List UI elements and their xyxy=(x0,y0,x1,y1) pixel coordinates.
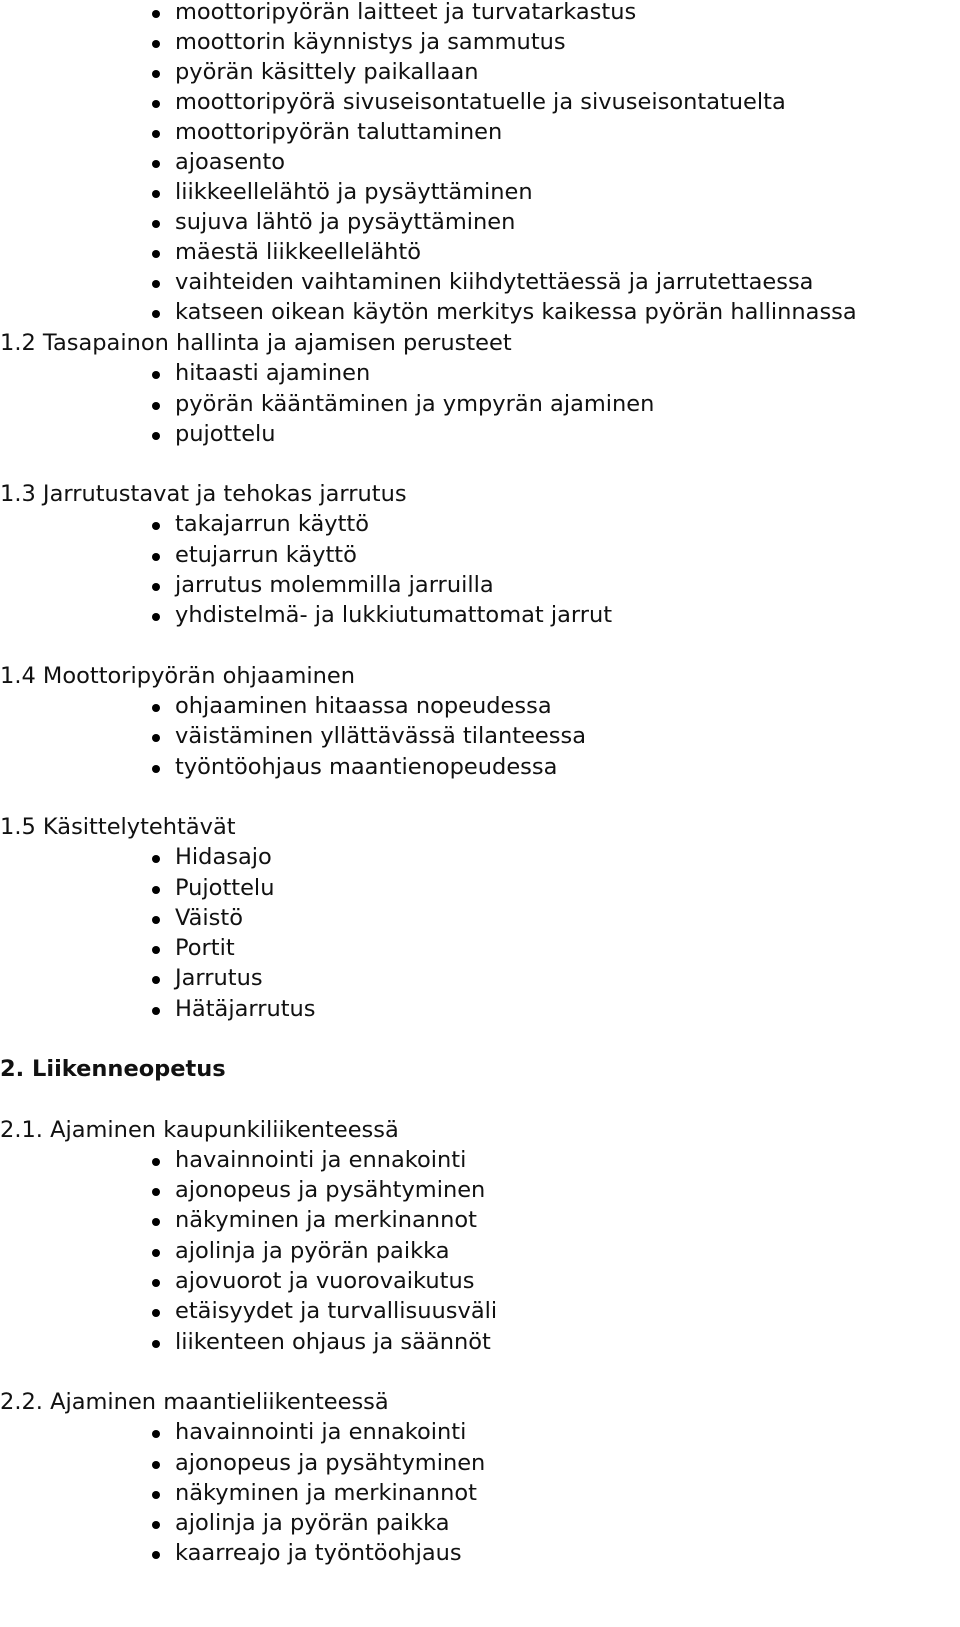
section-heading: 2.1. Ajaminen kaupunkiliikenteessä xyxy=(0,1117,399,1143)
section-heading: 1.5 Käsittelytehtävät xyxy=(0,814,236,840)
list-item: ohjaaminen hitaassa nopeudessa xyxy=(175,693,552,719)
section-heading: 1.4 Moottoripyörän ohjaaminen xyxy=(0,663,355,689)
list-item: Pujottelu xyxy=(175,875,275,901)
list-item: moottoripyörä sivuseisontatuelle ja sivuseisontatuelta xyxy=(175,89,786,115)
list-item: liikkeellelähtö ja pysäyttäminen xyxy=(175,179,533,205)
list-item: ajonopeus ja pysähtyminen xyxy=(175,1450,486,1476)
list-item: näkyminen ja merkinannot xyxy=(175,1207,477,1233)
list-item: Hätäjarrutus xyxy=(175,996,316,1022)
list-item: ajolinja ja pyörän paikka xyxy=(175,1510,450,1536)
list-item: havainnointi ja ennakointi xyxy=(175,1419,467,1445)
list-item: yhdistelmä- ja lukkiutumattomat jarrut xyxy=(175,602,613,628)
list-item: pujottelu xyxy=(175,421,276,447)
list-item: ajonopeus ja pysähtyminen xyxy=(175,1177,486,1203)
section-heading: 1.2 Tasapainon hallinta ja ajamisen perusteet xyxy=(0,330,512,356)
list-item: jarrutus molemmilla jarruilla xyxy=(175,572,494,598)
list-item: ajoasento xyxy=(175,149,286,175)
list-item: Väistö xyxy=(175,905,243,931)
list-item: vaihteiden vaihtaminen kiihdytettäessä ja jarrutettaessa xyxy=(175,269,814,295)
list-item: Jarrutus xyxy=(175,965,263,991)
list-item: pyörän käsittely paikallaan xyxy=(175,59,479,85)
list-item: mäestä liikkeellelähtö xyxy=(175,239,421,265)
chapter-heading: 2. Liikenneopetus xyxy=(0,1056,226,1082)
list-item: etujarrun käyttö xyxy=(175,542,357,568)
list-item: Portit xyxy=(175,935,235,961)
list-item: takajarrun käyttö xyxy=(175,511,369,537)
section-heading: 2.2. Ajaminen maantieliikenteessä xyxy=(0,1389,389,1415)
list-item: hitaasti ajaminen xyxy=(175,360,371,386)
list-item: moottorin käynnistys ja sammutus xyxy=(175,29,566,55)
list-item: pyörän kääntäminen ja ympyrän ajaminen xyxy=(175,391,655,417)
list-item: työntöohjaus maantienopeudessa xyxy=(175,754,558,780)
list-item: väistäminen yllättävässä tilanteessa xyxy=(175,723,587,749)
list-item: moottoripyörän laitteet ja turvatarkastus xyxy=(175,0,636,27)
list-item: ajolinja ja pyörän paikka xyxy=(175,1238,450,1264)
section-heading: 1.3 Jarrutustavat ja tehokas jarrutus xyxy=(0,481,407,507)
list-item: ajovuorot ja vuorovaikutus xyxy=(175,1268,475,1294)
list-item: katseen oikean käytön merkitys kaikessa pyörän hallinnassa xyxy=(175,299,857,325)
list-item: näkyminen ja merkinannot xyxy=(175,1480,477,1506)
list-item: etäisyydet ja turvallisuusväli xyxy=(175,1298,498,1324)
list-item: moottoripyörän taluttaminen xyxy=(175,119,503,145)
list-item: kaarreajo ja työntöohjaus xyxy=(175,1540,462,1566)
list-item: Hidasajo xyxy=(175,844,272,870)
list-item: sujuva lähtö ja pysäyttäminen xyxy=(175,209,516,235)
list-item: havainnointi ja ennakointi xyxy=(175,1147,467,1173)
list-item: liikenteen ohjaus ja säännöt xyxy=(175,1329,491,1355)
